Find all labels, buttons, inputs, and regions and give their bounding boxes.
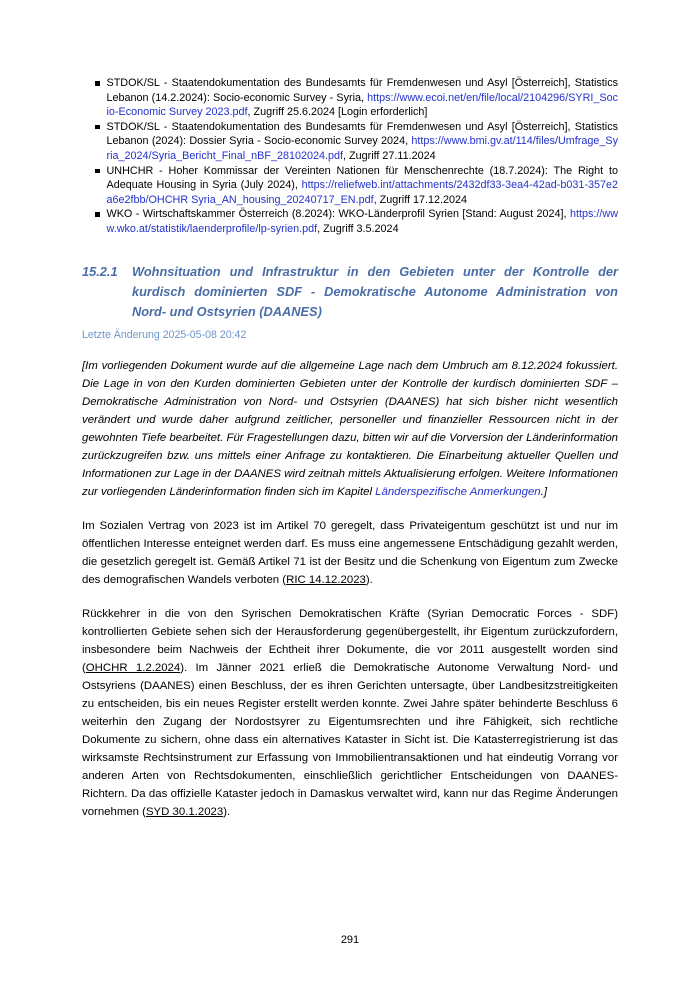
- text-segment: ). Im Jänner 2021 erließ die Demokratische Autonome Verwaltung Nord- und Ostsyriens (DAANES) einen Beschluss, der es ihren Gerichten untersagte, über Landbesitzstreitigkeiten zu entscheiden, bis ein neues Register erstellt werden konnte. Zwei Jahre später behinderte Beschluss 6 weiterhin den Zugang der Nordostsyrer zu Eigentumsrechten und ihre Fähigkeit, sich rechtliche Dokumente zu sichern, ohne dass ein alternatives Kataster in Sicht ist. Die Katasterregistrierung ist das wirksamste Rechtsinstrument zur Erfassung von Immobilientransaktionen und hat eindeutig Vorrang vor anderen Arten von Rechtsdokumenten, einschließlich gerichtlicher Entscheidungen von DAANES-Richtern. Da das offizielle Kataster jedoch in Damaskus verwaltet wird, kann nur das Regime Änderungen vornehmen (: [82, 661, 618, 818]
- text-segment: .]: [540, 485, 547, 498]
- bullet-icon: [95, 212, 100, 217]
- source-entry: [107, 164, 619, 208]
- source-entry: [107, 207, 619, 236]
- inline-link[interactable]: Länderspezifische Anmerkungen: [375, 485, 541, 498]
- inline-link[interactable]: https://reliefweb.int/attachments/2432df33-3ea4-42ad-b031-357e2a6e2fbb/OHCHR Syria_AN_housing_20240717_EN.pdf: [106, 179, 618, 206]
- source-ref: SYD 30.1.2023: [145, 805, 224, 818]
- inline-link[interactable]: https://www.ecoi.net/en/file/local/2104296/SYRI_Socio-Economic Survey 2023.pdf: [106, 91, 618, 119]
- page-number: 291: [340, 934, 360, 946]
- text-segment: Im Sozialen Vertrag von 2023 ist im Artikel 70 geregelt, dass Privateigentum geschützt ist und nur im öffentlichen Interesse enteignet werden darf. Es muss eine angemessene Entschädigung gezahlt werden, die gesetzlich geregelt ist. Gemäß Artikel 71 ist der Besitz und die Schenkung von Eigentum zum Zwecke des demografischen Wandels verboten (: [82, 519, 618, 586]
- list-item: [95, 120, 618, 164]
- last-change-timestamp: Letzte Änderung 2025-05-08 20:42: [82, 328, 247, 341]
- text-segment: , Zugriff 17.12.2024: [373, 193, 468, 206]
- inline-link[interactable]: https://www.bmi.gv.at/114/files/Umfrage_Syria_2024/Syria_Bericht_Final_nBF_28102024.pdf: [106, 135, 618, 162]
- bullet-icon: [95, 125, 100, 130]
- text-segment: STDOK/SL - Staatendokumentation des Bundesamts für Fremdenwesen und Asyl [Österreich], Statistics Lebanon (2024): Dossier Syria - Socio-economic Survey 2024,: [106, 120, 618, 148]
- text-segment: ).: [223, 805, 231, 818]
- list-item: [95, 207, 618, 236]
- source-ref: OHCHR 1.2.2024: [85, 661, 181, 674]
- source-entry: [107, 120, 619, 164]
- paragraph-body: [82, 517, 618, 589]
- list-item: [95, 76, 618, 120]
- text-segment: , Zugriff 3.5.2024: [317, 222, 399, 235]
- source-ref: RIC 14.12.2023: [286, 573, 366, 586]
- bullet-icon: [95, 169, 100, 174]
- section-number: 15.2.1: [82, 263, 118, 279]
- inline-link[interactable]: https://www.wko.at/statistik/laenderprofile/lp-syrien.pdf: [106, 208, 618, 235]
- text-segment: ).: [365, 573, 373, 586]
- paragraph-editorial-note: [82, 357, 618, 501]
- list-item: [95, 164, 618, 208]
- text-segment: UNHCHR - Hoher Kommissar der Vereinten Nationen für Menschenrechte (18.7.2024): The Right to Adequate Housing in Syria (July 2024),: [106, 164, 618, 192]
- section-heading: [82, 262, 618, 322]
- text-segment: [Im vorliegenden Dokument wurde auf die allgemeine Lage nach dem Umbruch am 8.12.2024 fokussiert. Die Lage in von den Kurden dominierten Gebieten unter der Kontrolle der kurdisch dominierten SDF – Demokratische Administration von Nord- und Ostsyrien (DAANES) hat sich bisher nicht wesentlich verändert und wurde daher aufgrund zeitlicher, personeller und finanzieller Ressourcen nicht in der gewohnten Tiefe bearbeitet. Für Fragestellungen dazu, bitten wir auf die Vorversion der Länderinformation zurückzugreifen bzw. uns mittels einer Anfrage zu kontaktieren. Die Einarbeitung aktueller Quellen und Informationen zur Lage in der DAANES wird zeitnah mittels Aktualisierung erfolgen. Weitere Informationen zur vorliegenden Länderinformation finden sich im Kapitel: [82, 359, 618, 498]
- text-segment: , Zugriff 25.6.2024 [Login erforderlich]: [247, 106, 428, 119]
- source-list: [95, 76, 618, 237]
- source-entry: [107, 76, 619, 120]
- text-segment: STDOK/SL - Staatendokumentation des Bundesamts für Fremdenwesen und Asyl [Österreich], Statistics Lebanon (14.2.2024): Socio-economic Survey - Syria,: [106, 77, 618, 104]
- section-title: Wohnsituation und Infrastruktur in den Gebieten unter der Kontrolle der kurdisch dominierten SDF - Demokratische Autonome Administration von Nord- und Ostsyrien (DAANES): [132, 263, 618, 319]
- paragraph-body: [82, 605, 618, 821]
- text-segment: , Zugriff 27.11.2024: [343, 149, 436, 162]
- text-segment: WKO - Wirtschaftskammer Österreich (8.2024): WKO-Länderprofil Syrien [Stand: August 2024],: [106, 208, 570, 221]
- text-segment: Rückkehrer in die von den Syrischen Demokratischen Kräfte (Syrian Democratic Forces - SDF) kontrollierten Gebiete sehen sich der Herausforderung gegenübergestellt, ihr Eigentum zurückzufordern, insbesondere beim Nachweis der Echtheit ihrer Dokumente, die vor 2011 ausgestellt worden sind (: [82, 607, 618, 674]
- bullet-icon: [95, 81, 100, 86]
